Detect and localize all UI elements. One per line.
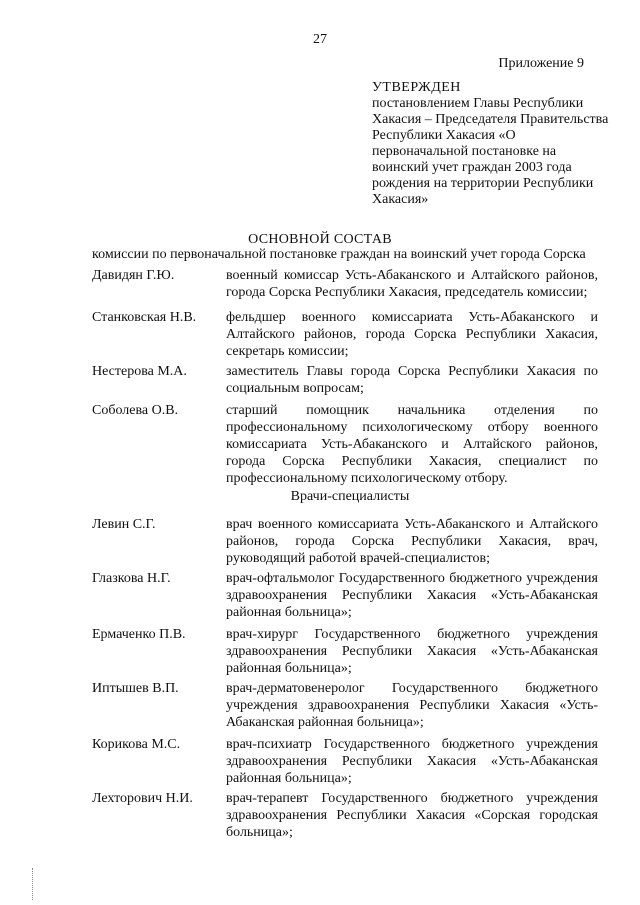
document-title: ОСНОВНОЙ СОСТАВ — [248, 232, 392, 247]
doctor-role: врач-терапевт Государственного бюджетного учреждения здравоохранения Республики Хакасия «Сорская городская больница»; — [226, 791, 598, 840]
page-number: 27 — [313, 32, 327, 47]
doctor-role: врач-дерматовенеролог Государственного бюджетного учреждения здравоохранения Республики Хакасия «Усть-Абаканская районная больница»; — [226, 681, 598, 730]
member-name: Соболева О.В. — [92, 403, 179, 418]
doctor-name: Левин С.Г. — [92, 517, 156, 532]
member-name: Станковская Н.В. — [92, 310, 197, 325]
approval-block — [372, 80, 612, 208]
member-name: Давидян Г.Ю. — [92, 268, 175, 283]
doctor-role: врач-офтальмолог Государственного бюджетного учреждения здравоохранения Республики Хакасия «Усть-Абаканская районная больница»; — [226, 571, 598, 620]
member-name: Нестерова М.А. — [92, 364, 187, 379]
scan-margin-mark — [32, 868, 36, 900]
appendix-label: Приложение 9 — [498, 56, 584, 71]
doctor-role: врач военного комиссариата Усть-Абаканского и Алтайского районов, города Сорска Республики Хакасия, врач, руководящий работой врачей-специалистов; — [226, 517, 598, 566]
member-role: военный комиссар Усть-Абаканского и Алтайского районов, города Сорска Республики Хакасия, председатель комиссии; — [226, 268, 598, 300]
doctor-name: Лехторович Н.И. — [92, 791, 193, 806]
doctor-role: врач-психиатр Государственного бюджетного учреждения здравоохранения Республики Хакасия «Усть-Абаканская районная больница»; — [226, 737, 598, 786]
doctor-name: Ермаченко П.В. — [92, 627, 186, 642]
approval-title: УТВЕРЖДЕН — [372, 80, 461, 95]
member-role: фельдшер военного комиссариата Усть-Абаканского и Алтайского районов, города Сорска Республики Хакасия, секретарь комиссии; — [226, 310, 598, 359]
doctor-name: Иптышев В.П. — [92, 681, 179, 696]
doctor-name: Глазкова Н.Г. — [92, 571, 171, 586]
doctor-name: Корикова М.С. — [92, 737, 181, 752]
member-role: старший помощник начальника отделения по профессиональному психологическому отбору военного комиссариата Усть-Абаканского и Алтайского районов, города Сорска Республики Хакасия, специалист по профессиональному психологическому отбору. — [226, 403, 598, 486]
approval-text: постановлением Главы Республики Хакасия – Председателя Правительства Республики Хакасия «О первоначальной постановке на воинский учет граждан 2003 года рождения на территории Республики Хакасия» — [372, 96, 609, 207]
member-role: заместитель Главы города Сорска Республики Хакасия по социальным вопросам; — [226, 364, 598, 396]
section-title: Врачи-специалисты — [290, 489, 410, 504]
doctor-role: врач-хирург Государственного бюджетного учреждения здравоохранения Республики Хакасия «Усть-Абаканская районная больница»; — [226, 627, 598, 676]
document-subtitle: комиссии по первоначальной постановке граждан на воинский учет города Сорска — [92, 247, 586, 262]
